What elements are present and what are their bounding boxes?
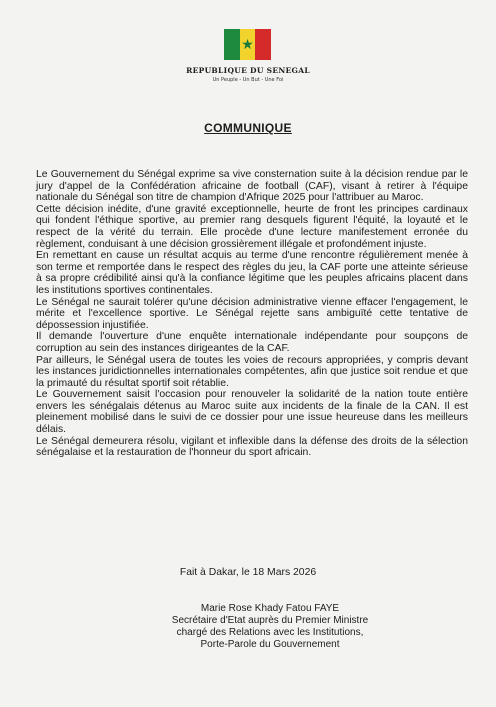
communique-body xyxy=(36,169,468,459)
flag-red-band xyxy=(255,29,271,60)
paragraph: Par ailleurs, le Sénégal usera de toutes les voies de recours appropriées, y compris devant les instances juridictionnelles internationales compétentes, afin que justice soit rendue et que la primauté du résultat sportif soit rétablie. xyxy=(36,354,468,389)
star-icon: ★ xyxy=(241,36,254,53)
paragraph: Cette décision inédite, d'une gravité exceptionnelle, heurte de front les principes cardinaux qui fondent l'éthique sportive, au premier rang desquels figurent l'équité, la loyauté et le respect de la vérité du terrain. Elle procède d'une lecture manifestement erronée du règlement, conduisant à une décision grossièrement illégale et profondément injuste. xyxy=(36,203,468,250)
paragraph: Il demande l'ouverture d'une enquête internationale indépendante pour soupçons de corruption au sein des instances dirigeantes de la CAF. xyxy=(36,331,468,354)
national-motto: Un Peuple - Un But - Une Foi xyxy=(212,77,284,83)
republic-header: REPUBLIQUE DU SENEGAL xyxy=(186,66,310,75)
place-date: Fait à Dakar, le 18 Mars 2026 xyxy=(179,567,317,578)
paragraph: En remettant en cause un résultat acquis au terme d'une rencontre régulièrement menée à son terme et remportée dans le respect des règles du jeu, la CAF porte une atteinte sérieuse à sa propre crédibilité ainsi qu'à la confiance légitime que les peuples africains placent dans les institutions sportives continentales. xyxy=(36,250,468,296)
flag-green-band xyxy=(224,29,240,60)
senegal-flag xyxy=(224,29,271,60)
signatory-title-line: chargé des Relations avec les Institutions, xyxy=(176,627,364,638)
paragraph: Le Gouvernement saisit l'occasion pour renouveler la solidarité de la nation toute entière envers les sénégalais détenus au Maroc suite aux incidents de la finale de la CAN. Il est pleinement mobilisé dans le suivi de ce dossier pour une issue heureuse dans les meilleurs délais. xyxy=(36,389,468,436)
signatory-title-line: Secrétaire d'Etat auprès du Premier Ministre xyxy=(171,615,369,626)
page-title: COMMUNIQUE xyxy=(204,121,292,135)
signature-block xyxy=(150,603,390,651)
signatory-name: Marie Rose Khady Fatou FAYE xyxy=(200,603,340,614)
flag-yellow-band xyxy=(240,29,256,60)
paragraph: Le Gouvernement du Sénégal exprime sa vive consternation suite à la décision rendue par le jury d'appel de la Confédération africaine de football (CAF), visant à retirer à l'équipe nationale du Sénégal son titre de champion d'Afrique 2025 pour l'attribuer au Maroc. xyxy=(36,169,468,204)
paragraph: Le Sénégal ne saurait tolérer qu'une décision administrative vienne effacer l'engagement, le mérite et l'excellence sportive. Le Sénégal rejette sans ambiguïté cette tentative de dépossession injustifiée. xyxy=(36,296,468,331)
signatory-title-line: Porte-Parole du Gouvernement xyxy=(200,639,340,650)
paragraph: Le Sénégal demeurera résolu, vigilant et inflexible dans la défense des droits de la sélection sénégalaise et la restauration de l'honneur du sport africain. xyxy=(36,435,468,459)
